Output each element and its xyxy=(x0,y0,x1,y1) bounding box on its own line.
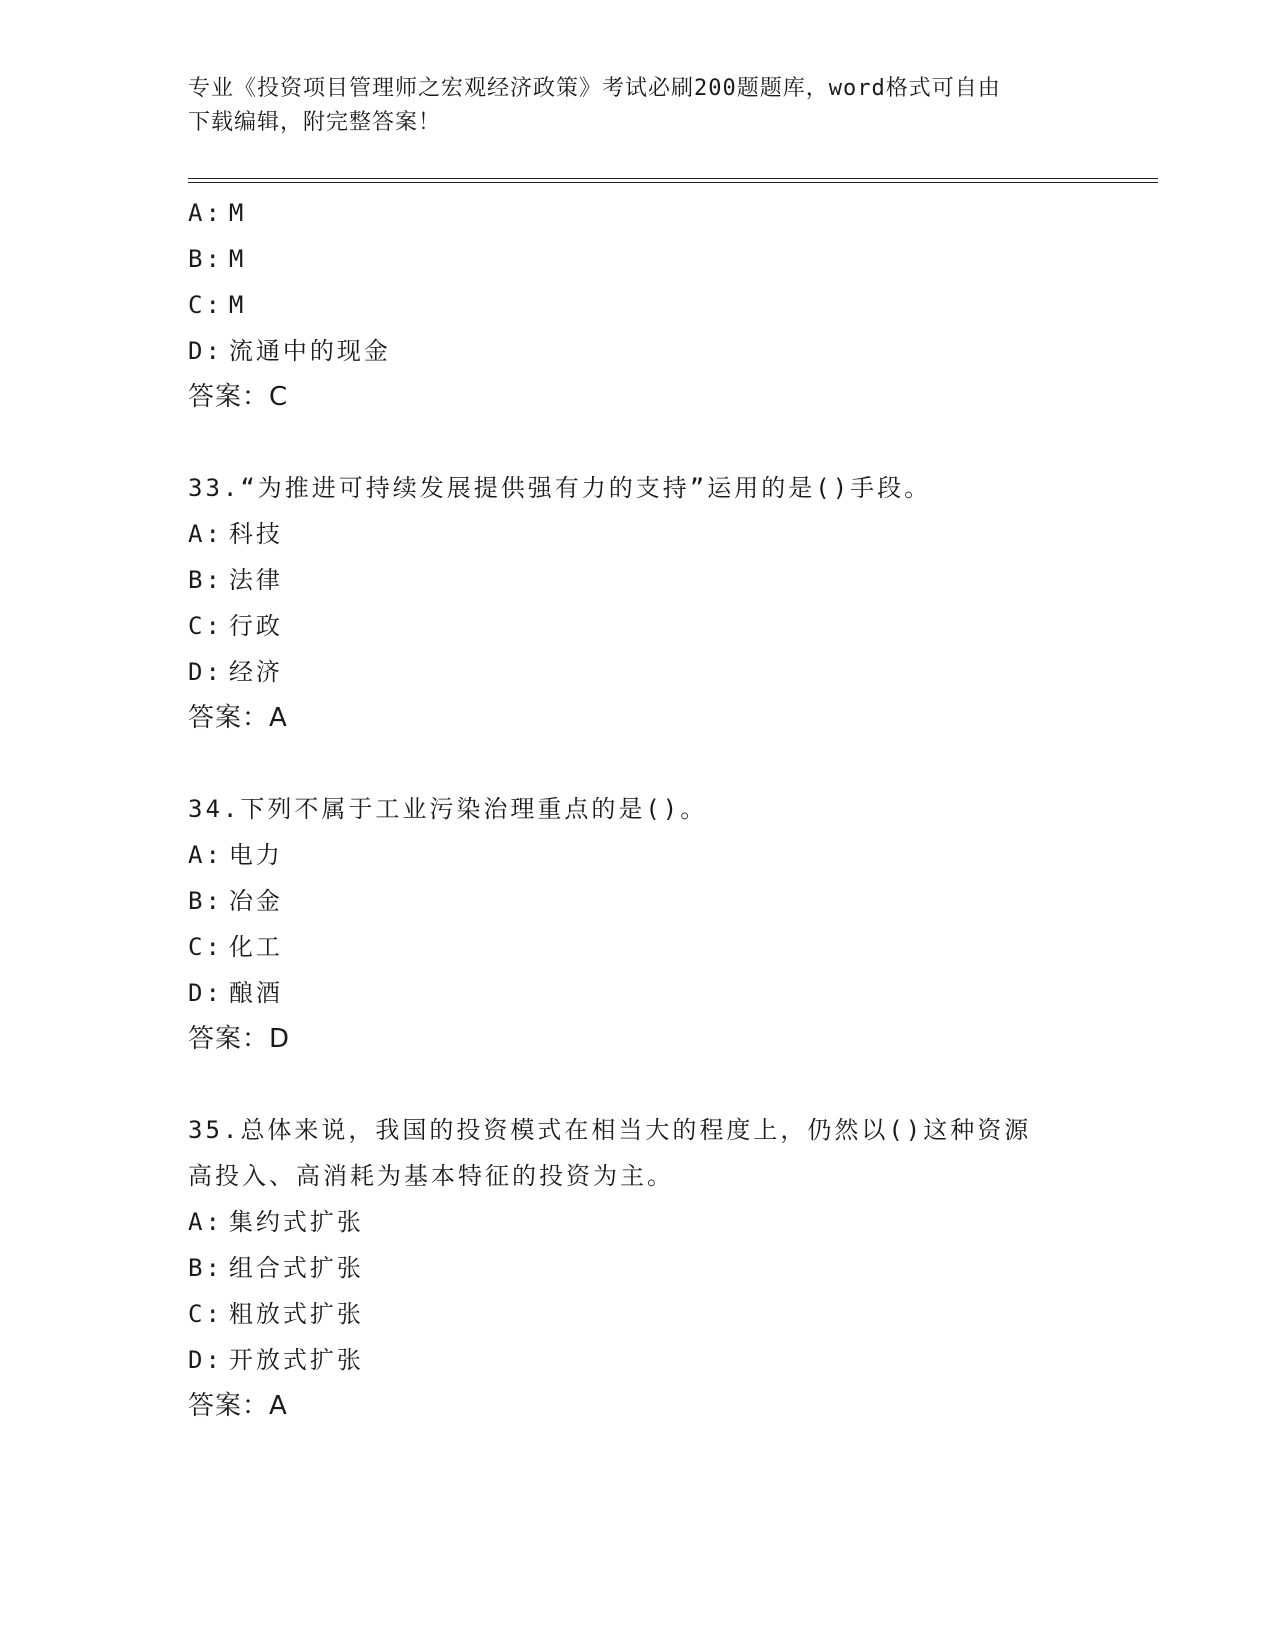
question-text-line-2: 高投入、高消耗为基本特征的投资为主。 xyxy=(188,1162,674,1190)
option-d: D: 流通中的现金 xyxy=(188,337,391,365)
option-c: C: 粗放式扩张 xyxy=(188,1300,364,1328)
option-b: B: 冶金 xyxy=(188,887,283,915)
document-header xyxy=(188,72,1088,140)
answer: 答案：C xyxy=(188,382,289,412)
option-a: A: 电力 xyxy=(188,841,283,869)
header-divider-top xyxy=(188,178,1158,179)
answer: 答案：A xyxy=(188,703,288,733)
option-a: A: 集约式扩张 xyxy=(188,1208,364,1236)
question-text: 33.“为推进可持续发展提供强有力的支持”运用的是()手段。 xyxy=(188,474,932,502)
question-text: 34.下列不属于工业污染治理重点的是()。 xyxy=(188,795,708,823)
question-34 xyxy=(188,786,1088,1062)
header-line-2: 下载编辑，附完整答案！ xyxy=(188,110,442,135)
option-d: D: 酿酒 xyxy=(188,979,283,1007)
question-text-line-1: 35.总体来说，我国的投资模式在相当大的程度上，仍然以()这种资源 xyxy=(188,1116,1032,1144)
question-32-continued xyxy=(188,190,1088,420)
option-b: B: M xyxy=(188,245,247,273)
option-d: D: 开放式扩张 xyxy=(188,1346,364,1374)
header-divider-bottom xyxy=(188,182,1158,183)
option-b: B: 组合式扩张 xyxy=(188,1254,364,1282)
option-b: B: 法律 xyxy=(188,566,283,594)
question-list xyxy=(188,190,1088,1429)
option-c: C: 行政 xyxy=(188,612,283,640)
option-a: A: 科技 xyxy=(188,520,283,548)
answer: 答案：A xyxy=(188,1391,288,1421)
option-a: A: M xyxy=(188,199,247,227)
question-33 xyxy=(188,465,1088,741)
header-line-1: 专业《投资项目管理师之宏观经济政策》考试必刷200题题库，word格式可自由 xyxy=(188,76,1001,101)
question-35 xyxy=(188,1107,1088,1429)
option-c: C: M xyxy=(188,291,247,319)
option-d: D: 经济 xyxy=(188,658,283,686)
option-c: C: 化工 xyxy=(188,933,283,961)
answer: 答案：D xyxy=(188,1024,291,1054)
